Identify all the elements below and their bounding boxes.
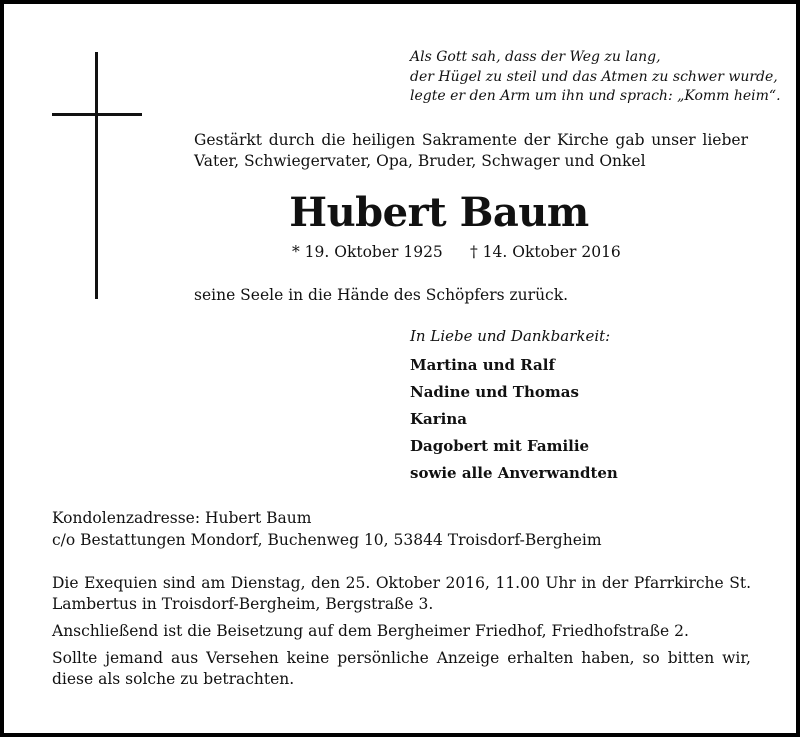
poem-line: Als Gott sah, dass der Weg zu lang, <box>410 49 661 65</box>
deceased-name: Hubert Baum <box>289 189 589 236</box>
mourner-name: Martina und Ralf <box>410 356 555 374</box>
exequies-text: Die Exequien sind am Dienstag, den 25. Oktober 2016, 11.00 Uhr in der Pfarrkirche St. Lambertus in Troisdorf-Bergheim, Bergstraße 3. <box>52 574 751 613</box>
intro-text: Gestärkt durch die heiligen Sakramente der Kirche gab unser lieber Vater, Schwiegervater, Opa, Bruder, Schwager und Onkel <box>194 131 748 170</box>
birth-date: * 19. Oktober 1925 <box>292 243 443 261</box>
poem-line: der Hügel zu steil und das Atmen zu schwer wurde, <box>410 68 778 85</box>
mourners-list <box>410 325 618 487</box>
note-text: Sollte jemand aus Versehen keine persönliche Anzeige erhalten haben, so bitten wir, diese als solche zu betrachten. <box>52 649 751 688</box>
mourner-name: Nadine und Thomas <box>410 383 579 401</box>
burial-text: Anschließend ist die Beisetzung auf dem Bergheimer Friedhof, Friedhofstraße 2. <box>52 622 689 640</box>
poem <box>410 48 781 107</box>
closing-text: seine Seele in die Hände des Schöpfers zurück. <box>194 286 569 304</box>
poem-line: legte er den Arm um ihn und sprach: „Komm heim“. <box>410 88 781 104</box>
death-date: † 14. Oktober 2016 <box>470 243 621 261</box>
service-info <box>52 573 751 696</box>
mourner-name: Karina <box>410 410 467 428</box>
condolence-line: Kondolenzadresse: Hubert Baum <box>52 509 312 527</box>
condolence-line: c/o Bestattungen Mondorf, Buchenweg 10, 53844 Troisdorf-Bergheim <box>52 531 602 549</box>
mourner-name: Dagobert mit Familie <box>410 437 590 455</box>
condolence-address <box>52 507 602 551</box>
cross-icon-bar <box>52 113 142 116</box>
cross-icon <box>95 52 98 299</box>
mourner-name: sowie alle Anverwandten <box>410 464 618 482</box>
mourners-heading: In Liebe und Dankbarkeit: <box>410 327 611 345</box>
